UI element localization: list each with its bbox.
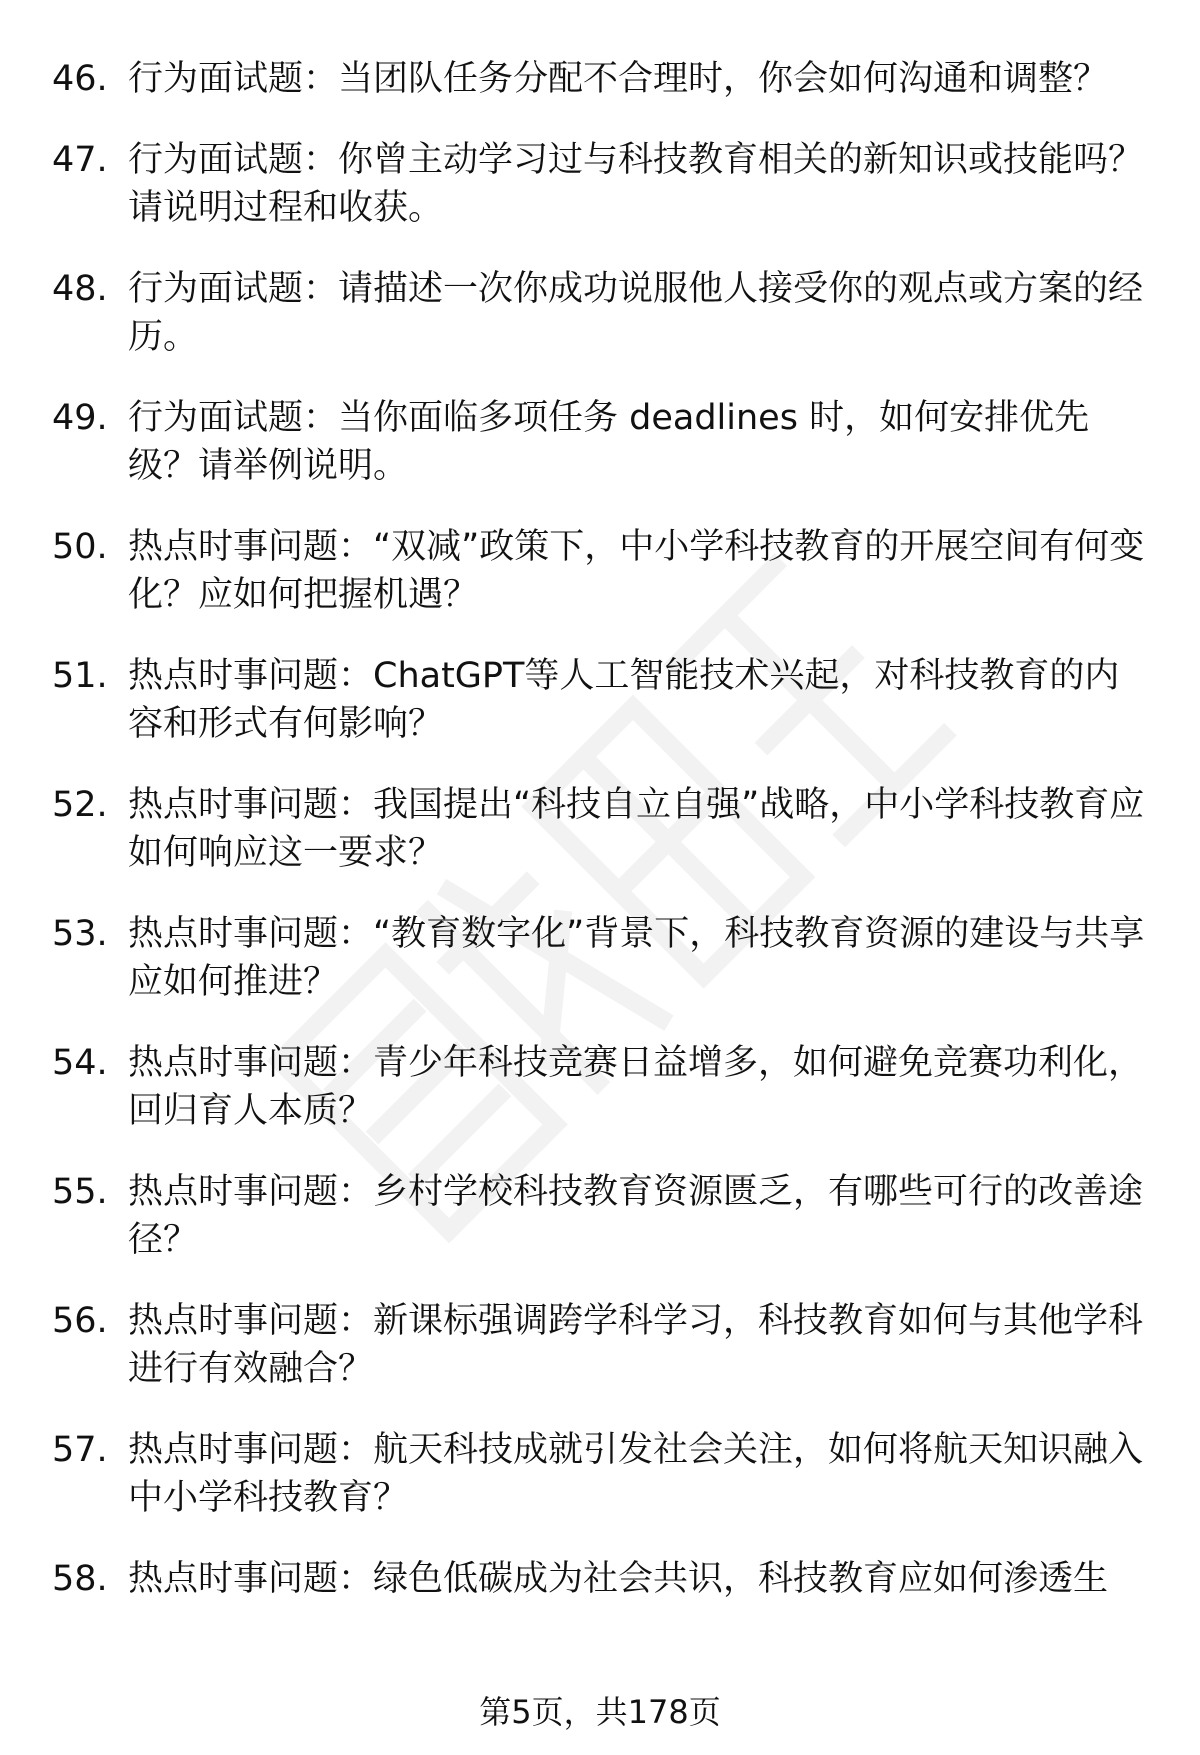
list-item: [52, 652, 1152, 748]
list-item: [52, 265, 1152, 361]
list-item: [52, 394, 1152, 490]
question-text: 热点时事问题：青少年科技竞赛日益增多，如何避免竞赛功利化，回归育人本质？: [128, 1043, 1144, 1131]
question-number: 53.: [52, 914, 108, 954]
question-text: 行为面试题：当团队任务分配不合理时，你会如何沟通和调整？: [128, 59, 1109, 99]
question-number: 49.: [52, 398, 108, 438]
list-item: [52, 1168, 1152, 1264]
question-text: 热点时事问题：航天科技成就引发社会关注，如何将航天知识融入中小学科技教育？: [128, 1430, 1144, 1518]
question-text: 热点时事问题：新课标强调跨学科学习，科技教育如何与其他学科进行有效融合？: [128, 1301, 1144, 1389]
question-number: 54.: [52, 1043, 108, 1083]
list-item: [52, 910, 1152, 1006]
question-text: 行为面试题：请描述一次你成功说服他人接受你的观点或方案的经历。: [128, 269, 1144, 357]
list-item: [52, 1297, 1152, 1393]
page-footer: 第5页，共178页: [479, 1693, 721, 1731]
question-number: 51.: [52, 656, 108, 696]
question-text: 热点时事问题：乡村学校科技教育资源匮乏，有哪些可行的改善途径？: [128, 1172, 1144, 1260]
question-text: 热点时事问题：“教育数字化”背景下，科技教育资源的建设与共享应如何推进？: [128, 914, 1145, 1002]
question-number: 47.: [52, 140, 108, 180]
list-item: [52, 1039, 1152, 1135]
list-item: [52, 1555, 1152, 1603]
question-text: 行为面试题：当你面临多项任务 deadlines 时，如何安排优先级？请举例说明。: [128, 398, 1090, 486]
question-number: 46.: [52, 59, 108, 99]
question-number: 52.: [52, 785, 108, 825]
question-number: 55.: [52, 1172, 108, 1212]
list-item: [52, 136, 1152, 232]
list-item: [52, 1426, 1152, 1522]
question-text: 热点时事问题：“双减”政策下，中小学科技教育的开展空间有何变化？应如何把握机遇？: [128, 527, 1145, 615]
question-text: 行为面试题：你曾主动学习过与科技教育相关的新知识或技能吗？请说明过程和收获。: [128, 140, 1144, 228]
question-number: 58.: [52, 1559, 108, 1599]
question-number: 48.: [52, 269, 108, 309]
list-item: [52, 781, 1152, 877]
question-number: 56.: [52, 1301, 108, 1341]
question-text: 热点时事问题：我国提出“科技自立自强”战略，中小学科技教育应如何响应这一要求？: [128, 785, 1145, 873]
question-text: 热点时事问题：绿色低碳成为社会共识，科技教育应如何渗透生: [128, 1559, 1109, 1599]
list-item: [52, 523, 1152, 619]
list-item: [52, 55, 1152, 103]
question-number: 57.: [52, 1430, 108, 1470]
question-list: [52, 55, 1152, 1636]
question-number: 50.: [52, 527, 108, 567]
question-text: 热点时事问题：ChatGPT等人工智能技术兴起，对科技教育的内容和形式有何影响？: [128, 656, 1120, 744]
